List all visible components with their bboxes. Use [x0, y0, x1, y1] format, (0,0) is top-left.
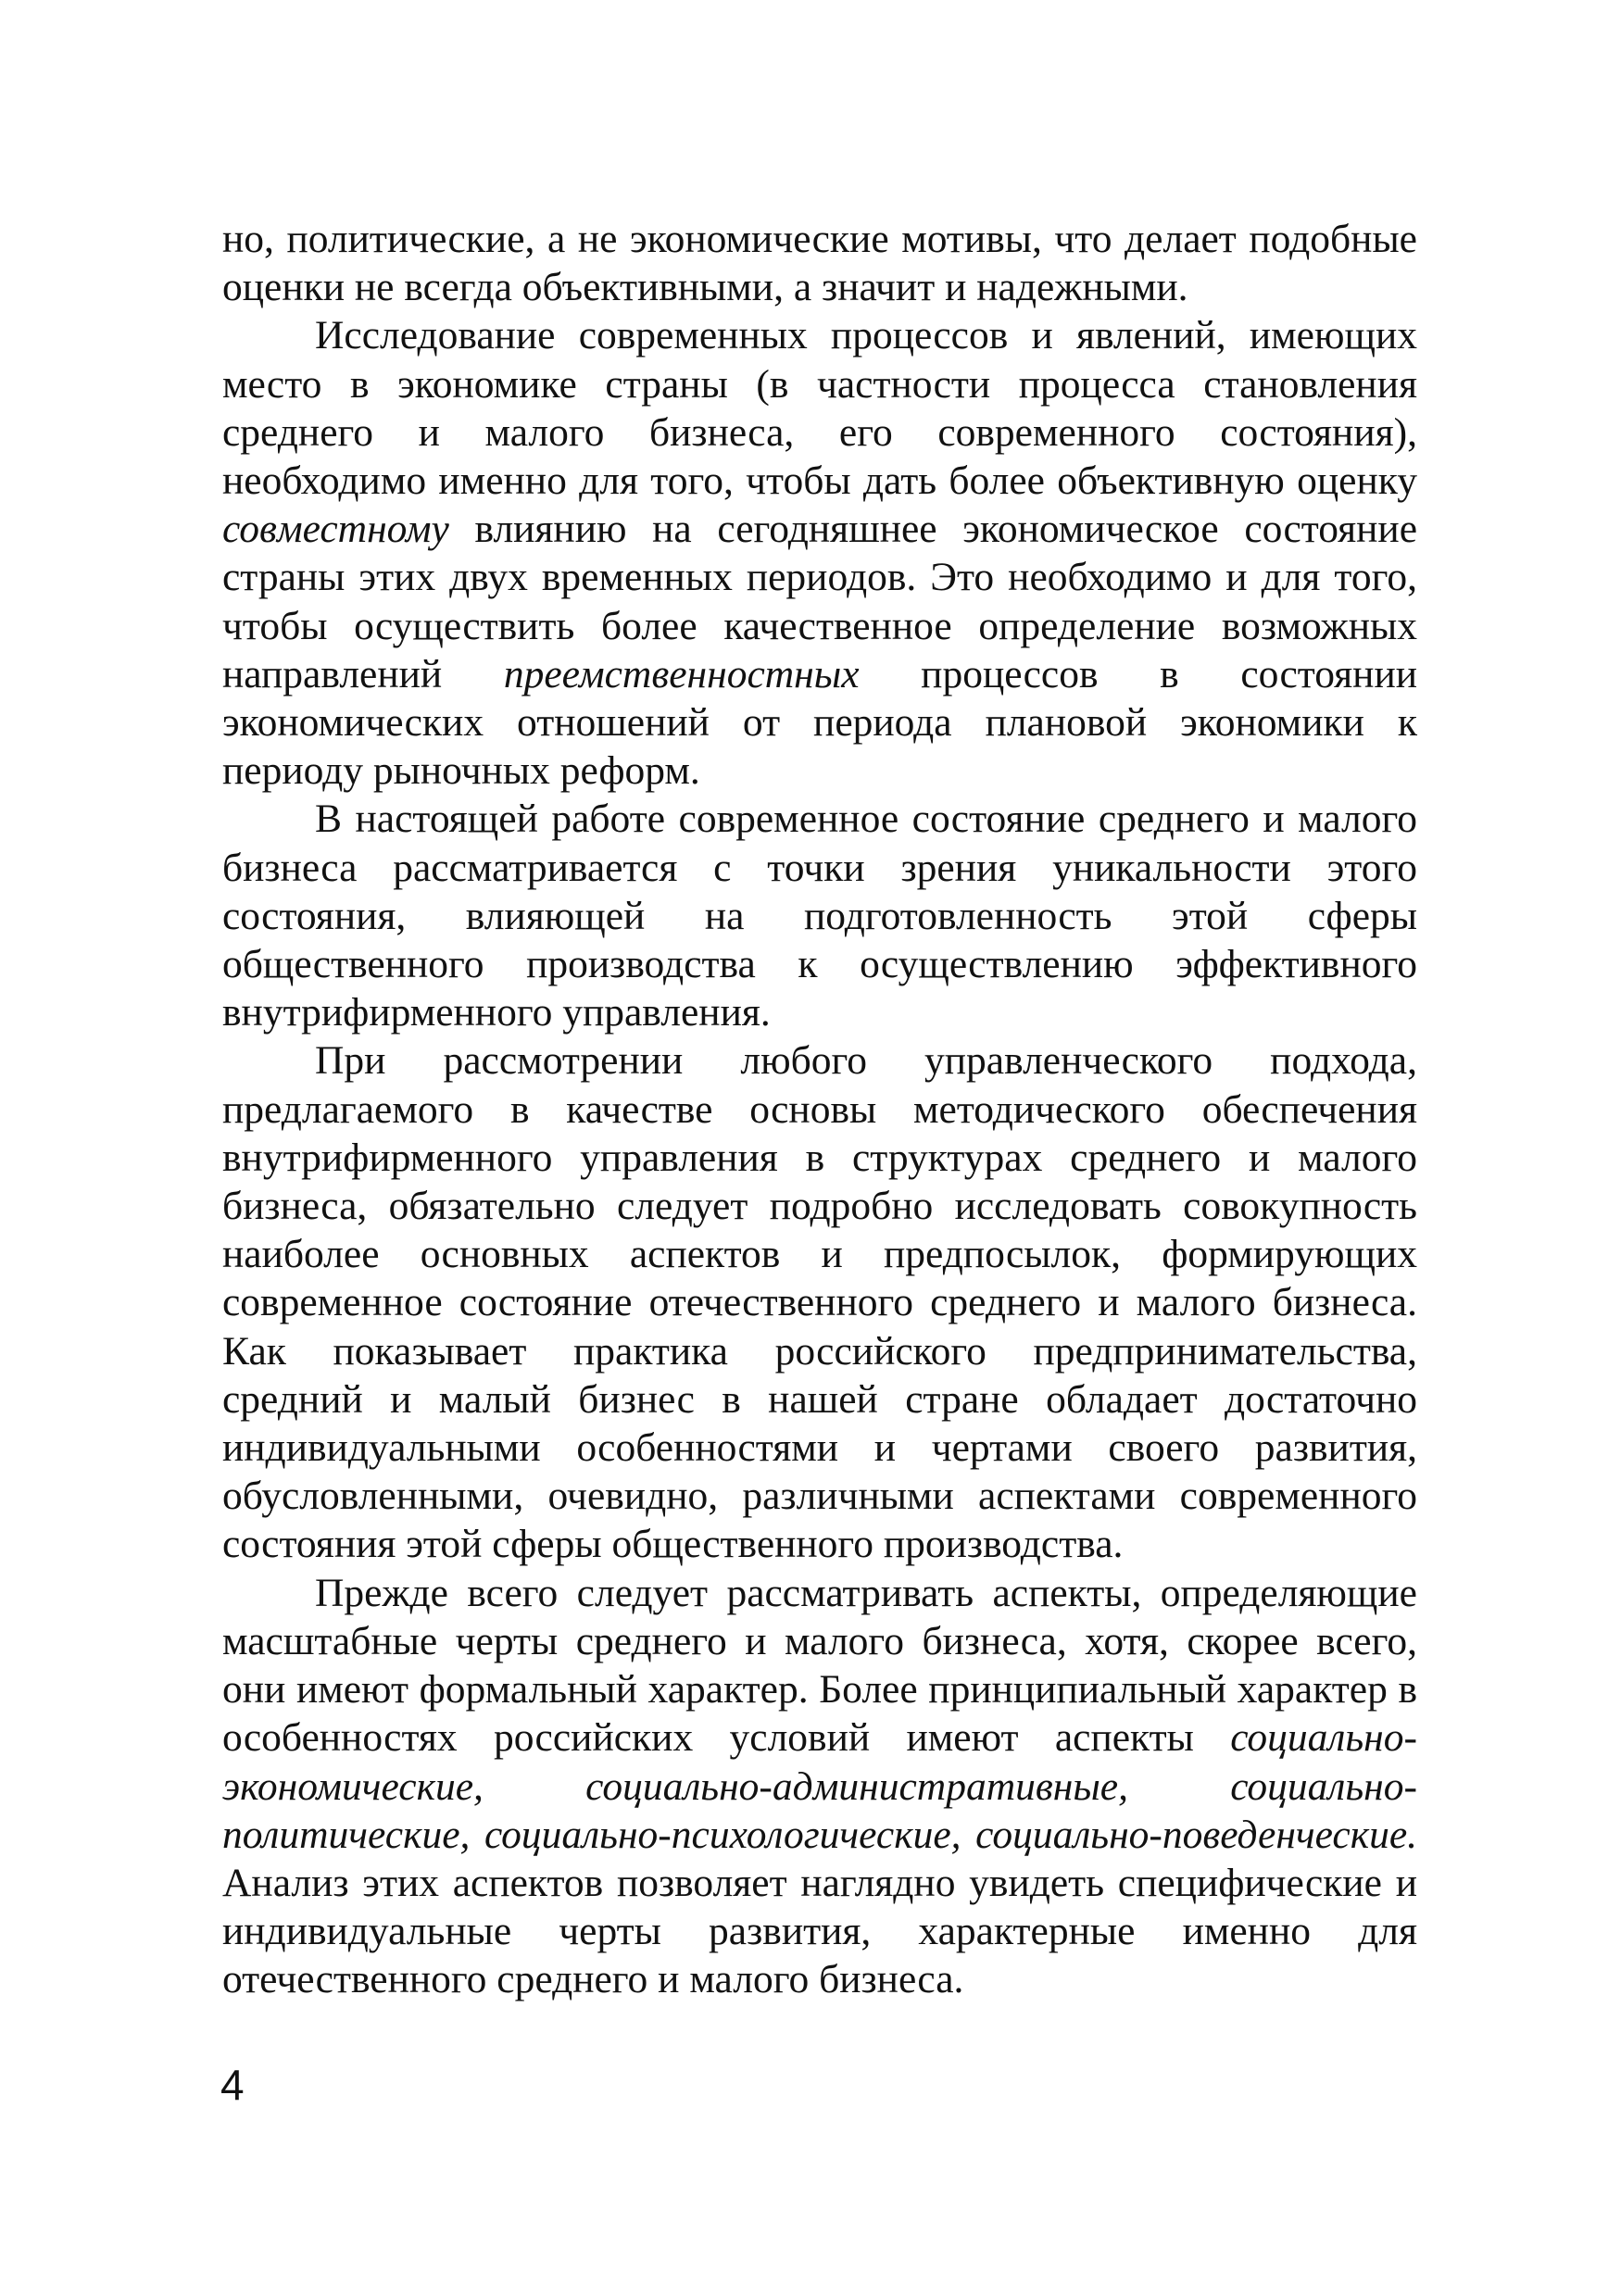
emphasis-text: социально-экономические, социально-административные, социально-политические, социально-психологические, социально-поведенческие.	[222, 1715, 1417, 1857]
text-run: В настоящей работе современное состояние среднего и малого бизнеса рассматривается с точки зрения уникальности этого состояния, влияющей на подготовленность этой сферы общественного производства к осуществлению эффективного внутрифирменного управления.	[222, 797, 1417, 1035]
page-number: 4	[220, 2061, 245, 2109]
text-run: Исследование современных процессов и явлений, имеющих место в экономике страны (в частности процесса становления среднего и малого бизнеса, его современного состояния), необходимо именно для того, чтобы дать более объективную оценку	[222, 313, 1417, 504]
paragraph	[222, 795, 1417, 1036]
text-run: Анализ этих аспектов позволяет наглядно увидеть специфические и индивидуальные черты развития, характерные именно для отечественного среднего и малого бизнеса.	[222, 1860, 1417, 2002]
emphasis-text: преемственностных	[503, 651, 860, 696]
body-text	[222, 215, 1417, 2004]
text-run: При рассмотрении любого управленческого подхода, предлагаемого в качестве основы методического обеспечения внутрифирменного управления в структурах среднего и малого бизнеса, обязательно следует подробно исследовать совокупность наиболее основных аспектов и предпосылок, формирующих современное состояние отечественного среднего и малого бизнеса. Как показывает практика российского предпринимательства, средний и малый бизнес в нашей стране обладает достаточно индивидуальными особенностями и чертами своего развития, обусловленными, очевидно, различными аспектами современного состояния этой сферы общественного производства.	[222, 1038, 1417, 1567]
emphasis-text: совместному	[222, 507, 449, 552]
paragraph	[222, 1569, 1417, 2004]
paragraph	[222, 1036, 1417, 1568]
paragraph	[222, 311, 1417, 795]
text-run: но, политические, а не экономические мотивы, что делает подобные оценки не всегда объективными, а значит и надежными.	[222, 217, 1417, 310]
text-run: влиянию на сегодняшнее экономическое состояние страны этих двух временных периодов. Это необходимо и для того, чтобы осуществить более качественное определение возможных направлений	[222, 507, 1417, 696]
text-run: процессов в состоянии экономических отношений от периода плановой экономики к периоду рыночных реформ.	[222, 651, 1418, 794]
text-run: Прежде всего следует рассматривать аспекты, определяющие масштабные черты среднего и малого бизнеса, хотя, скорее всего, они имеют формальный характер. Более принципиальный характер в особенностях российских условий имеют аспекты	[222, 1570, 1417, 1761]
paragraph	[222, 215, 1417, 311]
